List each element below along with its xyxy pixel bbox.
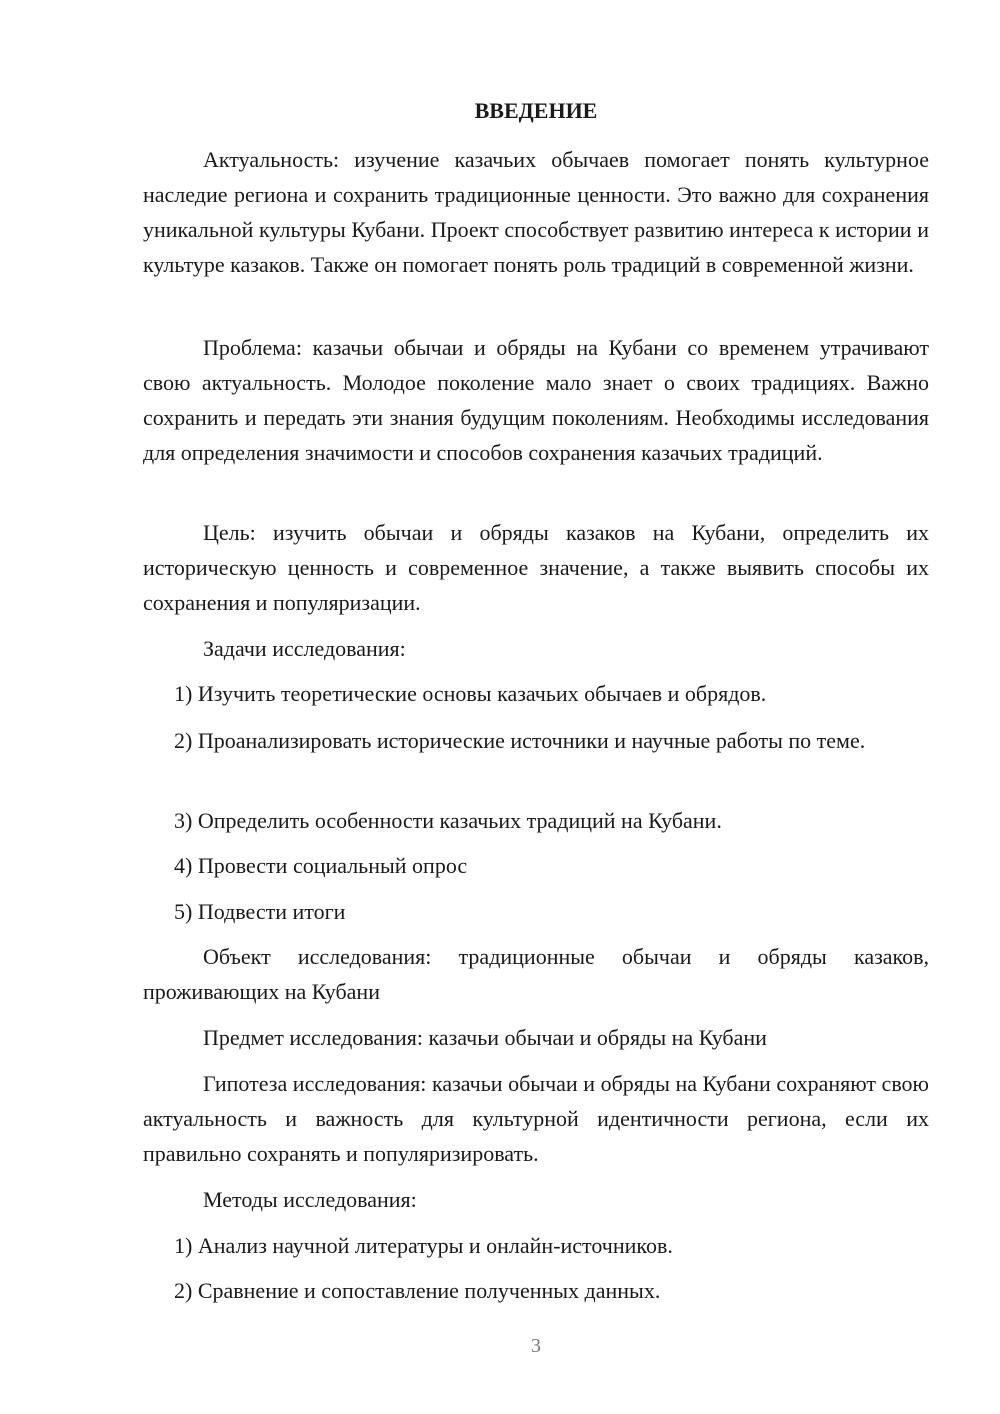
methods-heading: Методы исследования: — [203, 1187, 417, 1212]
task-item-4: 4) Провести социальный опрос — [174, 853, 468, 878]
problem-paragraph: Проблема: казачьи обычаи и обряды на Кубани со временем утрачивают свою актуальность. Молодое поколение мало знает о своих традициях. Важно сохранить и передать эти знания будущим поколениям. Необходимы исследования для определения значимости и способов сохранения казачьих традиций. — [143, 335, 929, 465]
object-paragraph: Объект исследования: традиционные обычаи и обряды казаков, проживающих на Кубани — [143, 944, 929, 1004]
subject-paragraph: Предмет исследования: казачьи обычаи и обряды на Кубани — [203, 1025, 767, 1050]
tasks-heading: Задачи исследования: — [203, 636, 406, 661]
task-item-1: 1) Изучить теоретические основы казачьих обычаев и обрядов. — [174, 681, 767, 706]
task-item-3: 3) Определить особенности казачьих традиций на Кубани. — [174, 808, 722, 833]
page-title: ВВЕДЕНИЕ — [474, 98, 598, 123]
relevance-paragraph: Актуальность: изучение казачьих обычаев помогает понять культурное наследие региона и сохранить традиционные ценности. Это важно для сохранения уникальной культуры Кубани. Проект способствует развитию интереса к истории и культуре казаков. Также он помогает понять роль традиций в современной жизни. — [143, 147, 929, 277]
task-item-5: 5) Подвести итоги — [174, 899, 346, 924]
page-number: 3 — [531, 1335, 541, 1357]
method-item-2: 2) Сравнение и сопоставление полученных данных. — [174, 1278, 661, 1303]
hypothesis-paragraph: Гипотеза исследования: казачьи обычаи и обряды на Кубани сохраняют свою актуальность и важность для культурной идентичности региона, если их правильно сохранять и популяризировать. — [143, 1071, 929, 1166]
goal-paragraph: Цель: изучить обычаи и обряды казаков на Кубани, определить их историческую ценность и современное значение, а также выявить способы их сохранения и популяризации. — [143, 520, 929, 615]
task-item-2: 2) Проанализировать исторические источники и научные работы по теме. — [174, 728, 866, 753]
method-item-1: 1) Анализ научной литературы и онлайн-источников. — [174, 1233, 673, 1258]
